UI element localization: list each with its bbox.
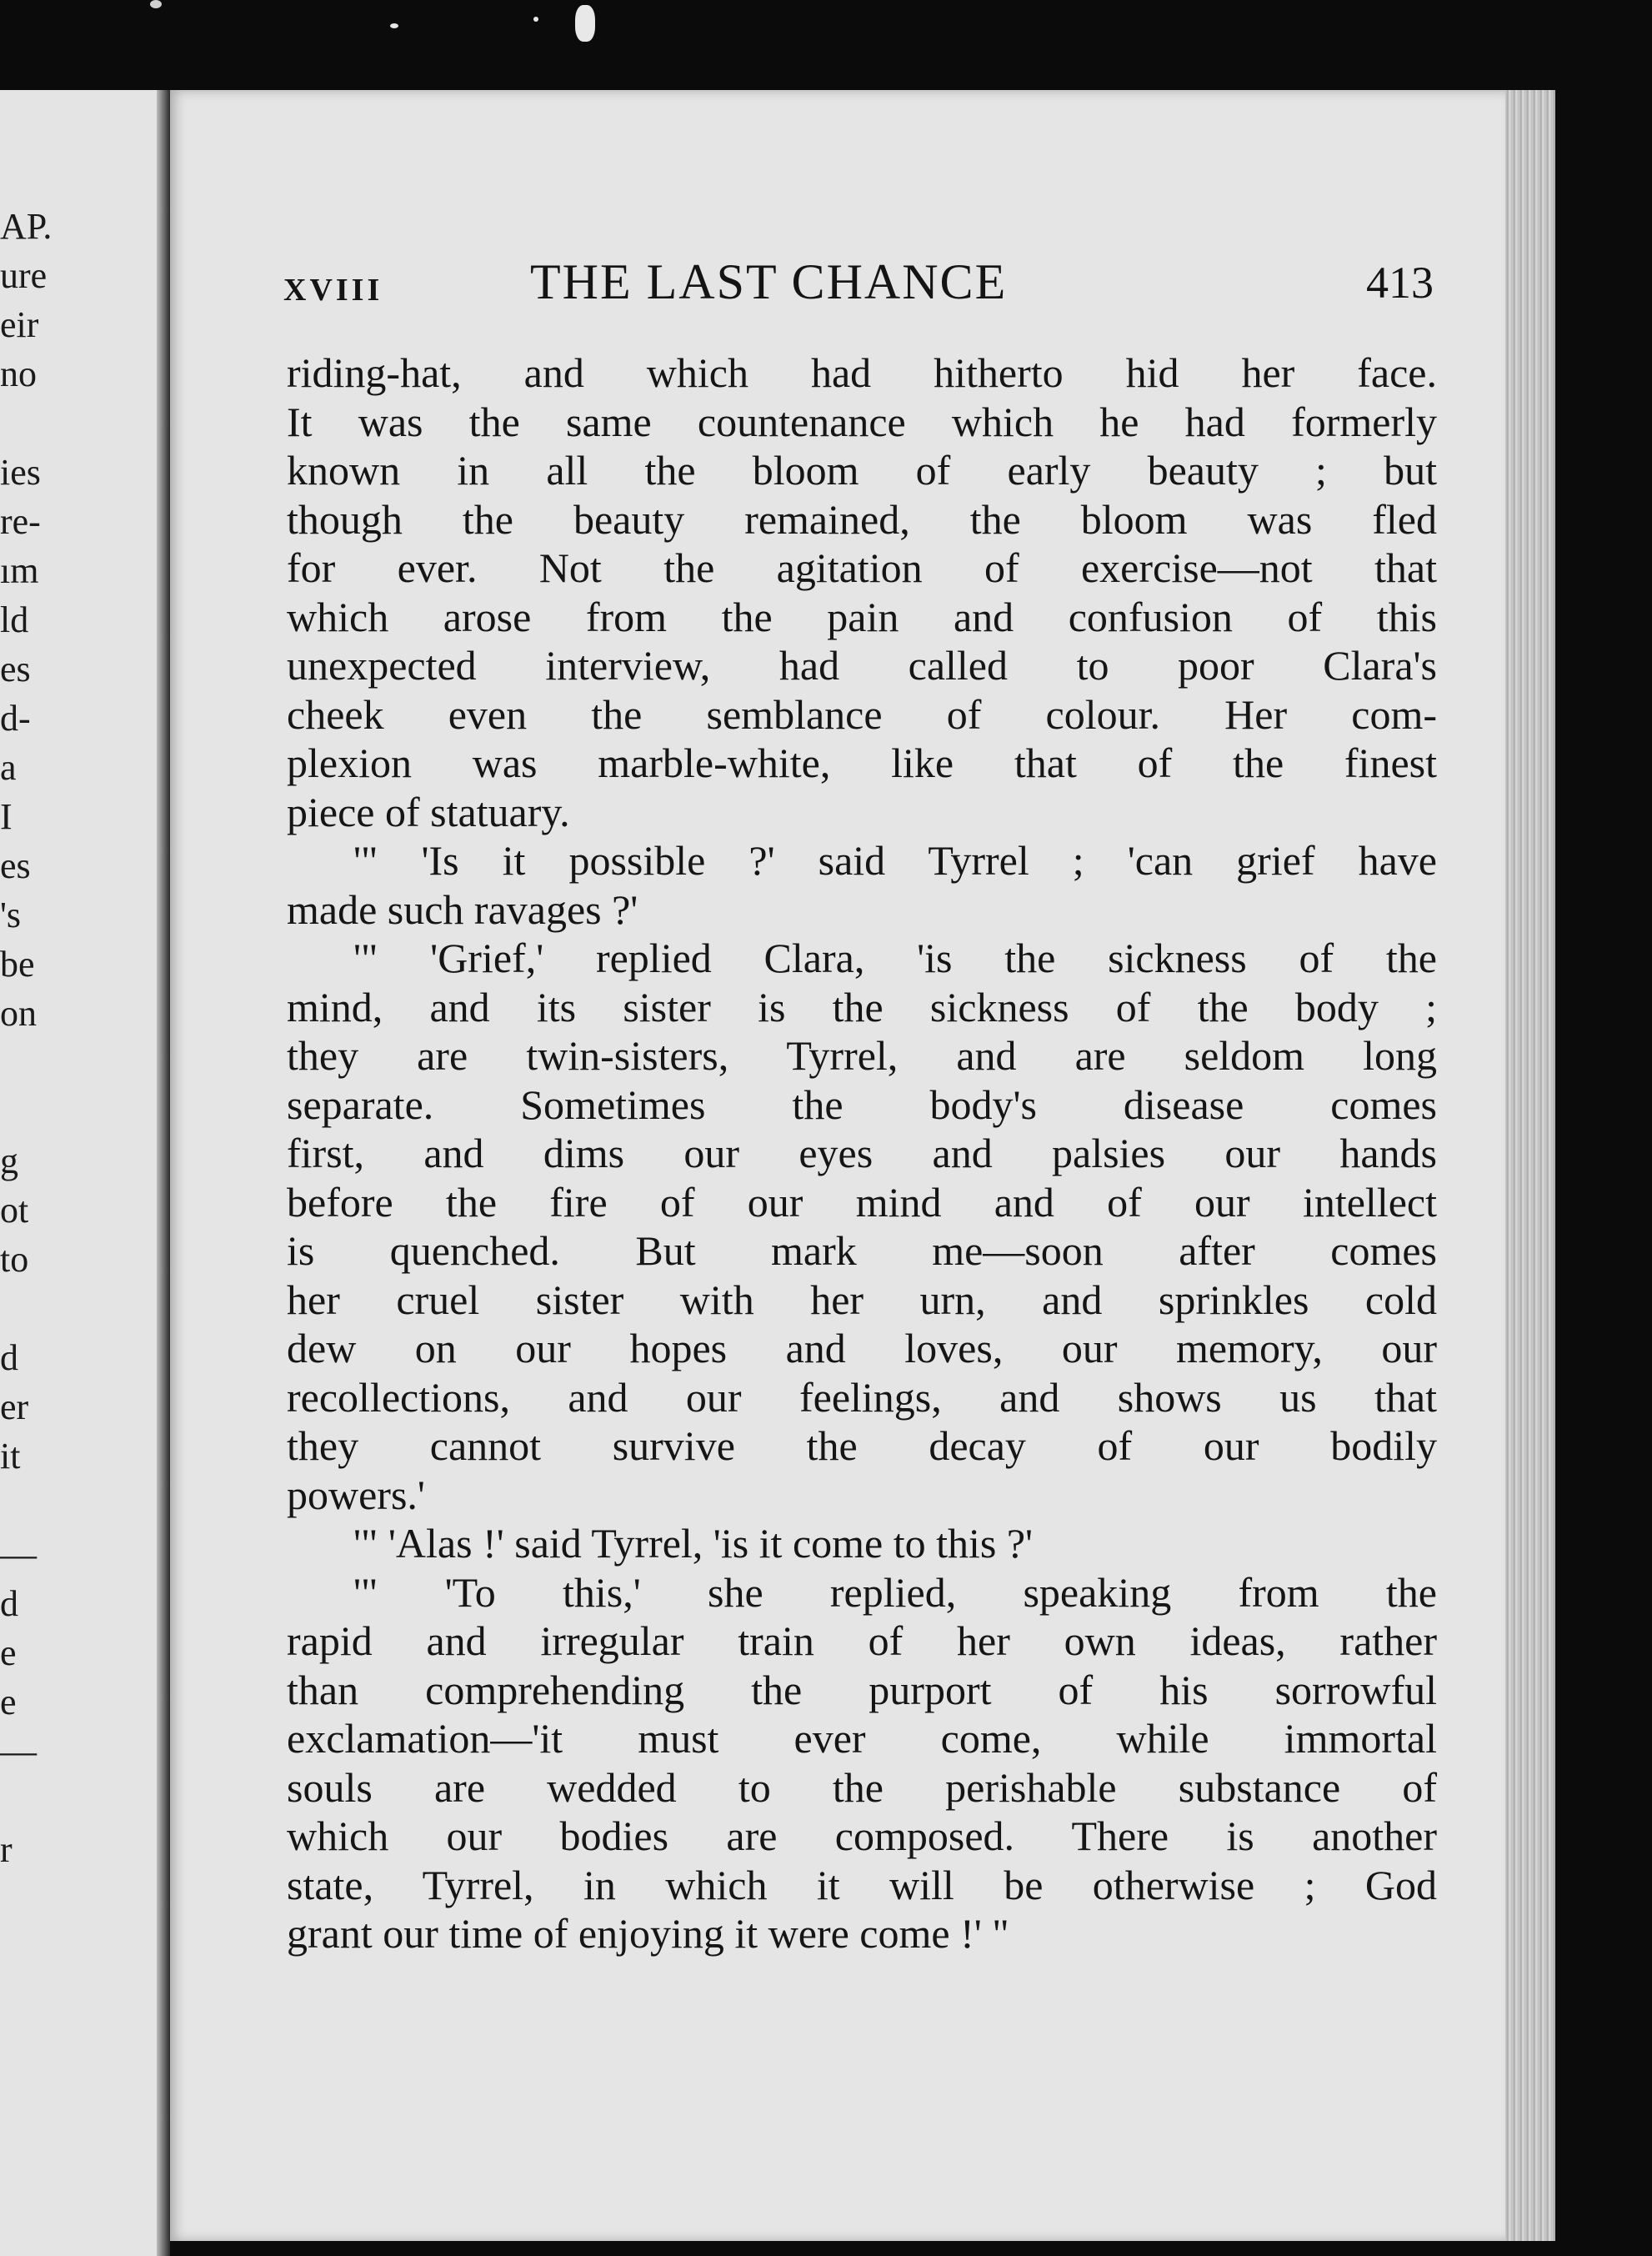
text-line: for ever. Not the agitation of exercise—not that	[287, 544, 1437, 591]
facing-page-fragment: es	[0, 845, 31, 886]
facing-page-fragment: g	[0, 1141, 18, 1181]
facing-page-fragment: on	[0, 993, 37, 1034]
facing-page-fragment: be	[0, 944, 35, 985]
text-line: mind, and its sister is the sickness of the body ;	[287, 983, 1437, 1030]
scan-speck	[390, 23, 398, 28]
running-header	[283, 253, 1434, 312]
text-line: than comprehending the purport of his sorrowful	[287, 1666, 1437, 1713]
facing-page-fragment: I	[0, 796, 13, 837]
facing-page-fragment: eir	[0, 304, 39, 345]
text-line: first, and dims our eyes and palsies our hands	[287, 1130, 1437, 1176]
text-line: is quenched. But mark me—soon after comes	[287, 1227, 1437, 1274]
text-line: riding-hat, and which had hitherto hid her face.	[287, 349, 1437, 396]
facing-page-fragment: it	[0, 1436, 21, 1476]
facing-page-fragment: er	[0, 1386, 29, 1427]
text-line: powers.'	[287, 1471, 425, 1518]
facing-page-fragment: es	[0, 649, 31, 689]
chapter-number: XVIII	[283, 273, 383, 308]
page-number: 413	[1366, 258, 1434, 308]
text-line: which our bodies are composed. There is another	[287, 1812, 1437, 1859]
text-line: made such ravages ?'	[287, 885, 638, 933]
text-line: separate. Sometimes the body's disease comes	[287, 1080, 1437, 1128]
text-line: exclamation—'it must ever come, while immortal	[287, 1715, 1437, 1762]
text-line: plexion was marble-white, like that of the finest	[287, 739, 1437, 786]
text-line: though the beauty remained, the bloom was fled	[287, 495, 1437, 543]
facing-page-fragment: d	[0, 1583, 18, 1624]
page-edges	[1505, 90, 1555, 2241]
text-line: which arose from the pain and confusion of this	[287, 593, 1437, 640]
book-page	[170, 90, 1509, 2241]
body-text	[287, 348, 1437, 1958]
facing-page-fragment: —	[0, 1534, 37, 1575]
text-line: before the fire of our mind and of our intellect	[287, 1178, 1437, 1226]
text-line: grant our time of enjoying it were come !' "	[287, 1910, 1009, 1957]
text-line: they are twin-sisters, Tyrrel, and are seldom long	[287, 1032, 1437, 1079]
facing-page-fragment: ld	[0, 599, 29, 640]
text-line: her cruel sister with her urn, and sprinkles cold	[287, 1276, 1437, 1323]
facing-page-fragment: a	[0, 747, 17, 788]
book-gutter	[157, 90, 170, 2256]
facing-page-fragment: re-	[0, 501, 41, 542]
facing-page-fragment: —	[0, 1731, 37, 1772]
text-line: '" 'To this,' she replied, speaking from the	[353, 1568, 1437, 1616]
facing-page-fragment: d-	[0, 698, 31, 739]
scan-speck	[150, 0, 162, 8]
text-line: cheek even the semblance of colour. Her com-	[287, 690, 1437, 738]
facing-page-fragment: ies	[0, 452, 41, 493]
text-line: rapid and irregular train of her own ideas, rather	[287, 1617, 1437, 1664]
scan-speck	[533, 17, 538, 22]
text-line: souls are wedded to the perishable substance of	[287, 1763, 1437, 1811]
facing-page-fragment: ot	[0, 1190, 29, 1231]
text-line: dew on our hopes and loves, our memory, our	[287, 1325, 1437, 1371]
facing-page-fragment: no	[0, 353, 37, 394]
running-title: THE LAST CHANCE	[530, 254, 1008, 309]
text-line: piece of statuary.	[287, 788, 570, 835]
facing-page-fragment: ure	[0, 255, 48, 296]
facing-page-fragment: 's	[0, 895, 22, 935]
facing-page-fragment: d	[0, 1337, 18, 1378]
facing-page	[0, 90, 160, 2256]
scan-speck	[575, 5, 595, 42]
text-line: state, Tyrrel, in which it will be otherwise ; God	[287, 1861, 1437, 1908]
facing-page-fragment: r	[0, 1829, 13, 1870]
text-line: '" 'Grief,' replied Clara, 'is the sickness of the	[353, 935, 1437, 981]
facing-page-fragment: to	[0, 1239, 29, 1280]
text-line: they cannot survive the decay of our bodily	[287, 1422, 1437, 1469]
text-line: known in all the bloom of early beauty ; but	[287, 447, 1437, 494]
text-line: recollections, and our feelings, and shows us that	[287, 1373, 1437, 1421]
facing-page-fragment: AP.	[0, 206, 53, 247]
background-shadow	[1555, 50, 1652, 2256]
facing-page-fragment: e	[0, 1682, 17, 1722]
facing-page-fragment: e	[0, 1632, 17, 1673]
facing-page-fragment: ım	[0, 550, 39, 591]
text-line: '" 'Is it possible ?' said Tyrrel ; 'can grief have	[353, 837, 1437, 884]
text-line: '" 'Alas !' said Tyrrel, 'is it come to this ?'	[353, 1520, 1034, 1567]
text-line: unexpected interview, had called to poor Clara's	[287, 642, 1437, 689]
text-line: It was the same countenance which he had formerly	[287, 398, 1437, 445]
